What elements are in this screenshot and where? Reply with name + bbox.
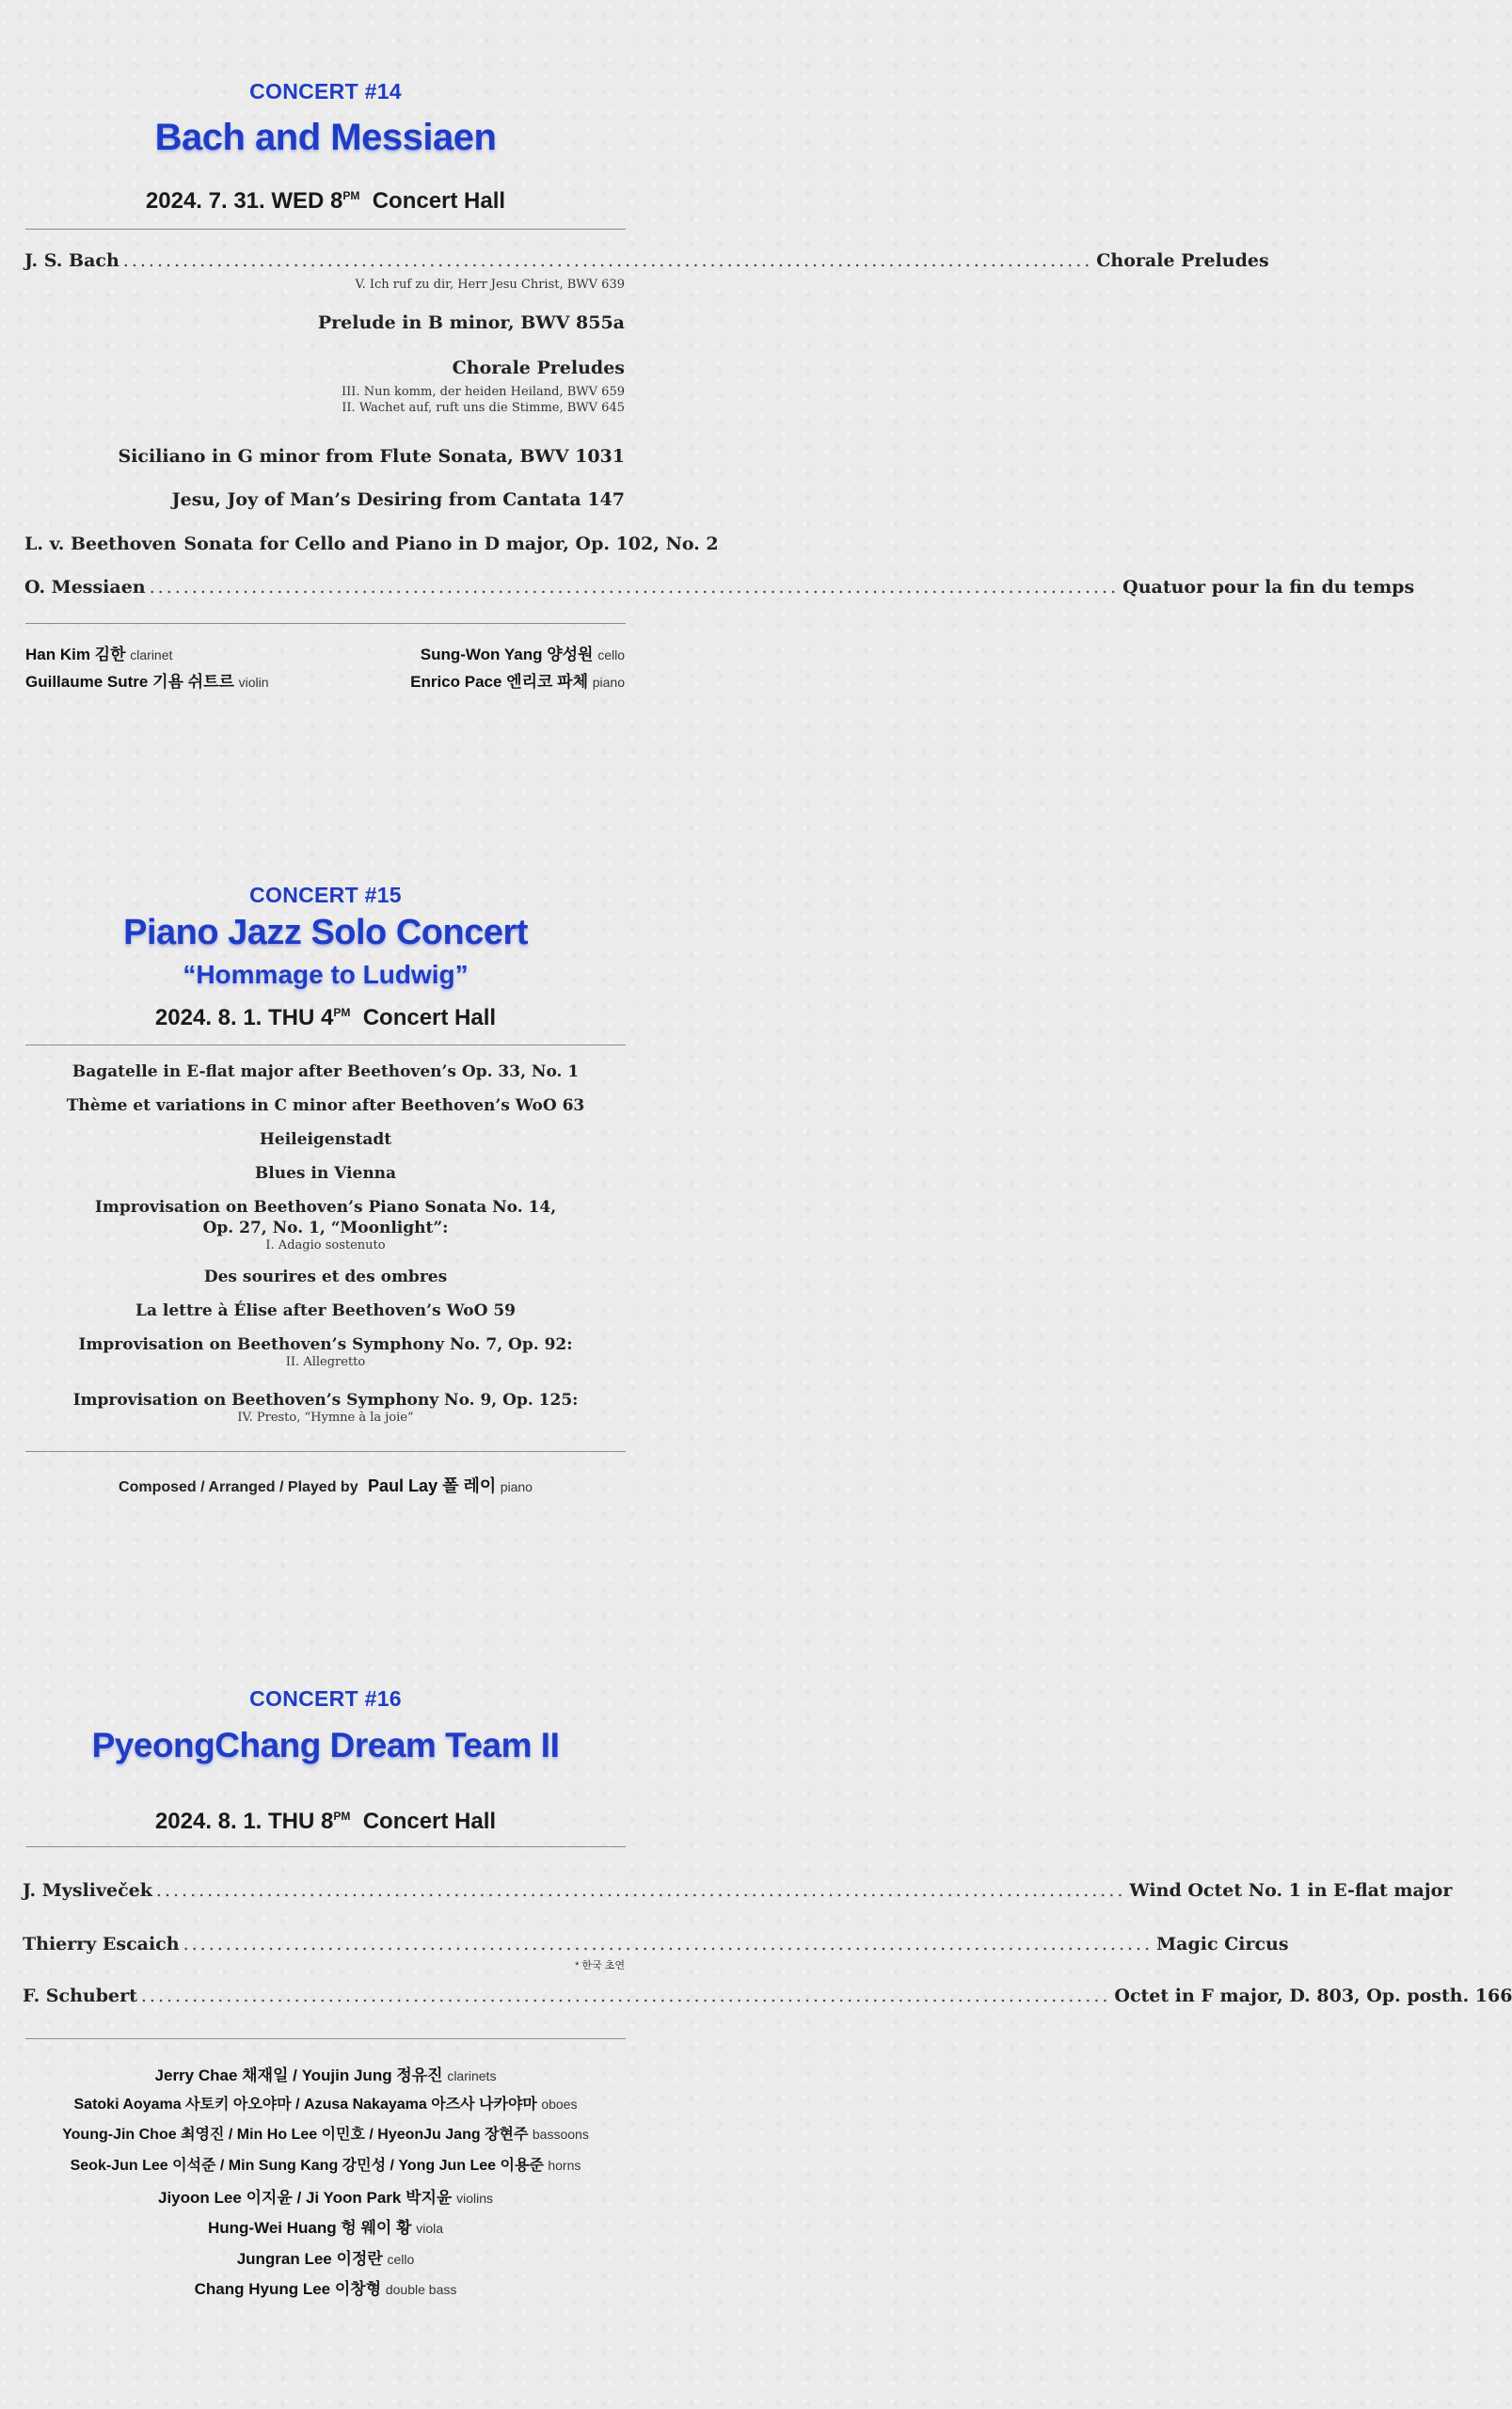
concert14-date: 2024. 7. 31. WED $8^{PM}$ Concert Hall (145, 188, 506, 214)
program-item: Thème et variations in C minor after Beethoven’s WoO 63 (66, 1096, 585, 1115)
program-row: F. Schubert .................................................................................................................. Octet in F major, D. 803, Op. posth. 166 (23, 1986, 1512, 2006)
premiere-note: * 한국 초연 (575, 1960, 625, 1971)
program-item: Bagatelle in E-flat major after Beethoven’s Op. 33, No. 1 (72, 1062, 580, 1081)
program-row-bach: J. S. Bach .................................................................................................................. Chorale Preludes (24, 250, 1269, 271)
performer: Sung-Won Yang 양성원 cello (420, 646, 625, 663)
ensemble-line: Chang Hyung Lee 이창형 double bass (194, 2280, 457, 2298)
concert14-title: Bach and Messiaen (154, 117, 497, 158)
ensemble-line: Jerry Chae 채재일 / Youjin Jung 정유진 clarinets (154, 2066, 497, 2084)
program-item: La lettre à Élise after Beethoven’s WoO 59 (135, 1301, 516, 1320)
divider (25, 1451, 626, 1452)
program-row: Thierry Escaich .................................................................................................................. Magic Circus (23, 1934, 1289, 1954)
program-item: Des sourires et des ombres (203, 1268, 448, 1286)
program-row-beethoven: L. v. Beethoven Sonata for Cello and Piano in D major, Op. 102, No. 2 (24, 534, 719, 554)
movement: III. Nun komm, der heiden Heiland, BWV 659 (342, 385, 625, 399)
concert16-date: 2024. 8. 1. THU $8^{PM}$ Concert Hall (154, 1809, 497, 1834)
ensemble-line: Seok-Jun Lee 이석준 / Min Sung Kang 강민성 / Yong Jun Lee 이용준 horns (70, 2158, 581, 2174)
ensemble-line: Satoki Aoyama 사토키 아오야마 / Azusa Nakayama 아즈사 나카야마 oboes (73, 2097, 578, 2113)
performer: Guillaume Sutre 기욤 쉬트르 violin (25, 673, 269, 691)
work-title: Jesu, Joy of Man’s Desiring from Cantata 147 (171, 489, 625, 510)
program-item: Improvisation on Beethoven’s Piano Sonata No. 14, Op. 27, No. 1, “Moonlight”: I. Adagio sostenuto (94, 1198, 557, 1252)
divider (25, 623, 626, 624)
divider (25, 229, 626, 230)
program-item: Heileigenstadt (259, 1130, 392, 1149)
performer: Enrico Pace 엔리코 파체 piano (410, 673, 625, 691)
work-title: Prelude in B minor, BWV 855a (317, 312, 625, 333)
work-title: Siciliano in G minor from Flute Sonata, BWV 1031 (118, 446, 625, 467)
divider (25, 1846, 626, 1847)
ensemble-line: Young-Jin Choe 최영진 / Min Ho Lee 이민호 / HyeonJu Jang 장현주 bassoons (62, 2127, 589, 2143)
work-title: Chorale Preludes (452, 358, 625, 378)
program-item: Improvisation on Beethoven’s Symphony No. 7, Op. 92: II. Allegretto (78, 1335, 573, 1369)
ensemble-line: Jungran Lee 이정란 cello (236, 2250, 415, 2268)
concert14-label: CONCERT #14 (249, 79, 402, 104)
ensemble-line: Hung-Wei Huang 헝 웨이 황 viola (207, 2219, 443, 2237)
movement: II. Wachet auf, ruft uns die Stimme, BWV 645 (342, 401, 625, 415)
concert15-label: CONCERT #15 (249, 883, 402, 907)
program-item: Improvisation on Beethoven’s Symphony No. 9, Op. 125: IV. Presto, “Hymne à la joie” (72, 1391, 579, 1425)
concert16-title: PyeongChang Dream Team II (91, 1726, 560, 1764)
concert15-date: 2024. 8. 1. THU $4^{PM}$ Concert Hall (154, 1005, 497, 1030)
program-item: Blues in Vienna (254, 1164, 397, 1183)
program-row-messiaen: O. Messiaen .................................................................................................................. Quatuor pour la fin du temps (24, 577, 1415, 598)
concert16-label: CONCERT #16 (249, 1686, 402, 1711)
movement: V. Ich ruf zu dir, Herr Jesu Christ, BWV 639 (355, 278, 625, 292)
program-row: J. Mysliveček .................................................................................................................. Wind Octet No. 1 in E-flat major (23, 1880, 1453, 1901)
concert15-subtitle: “Hommage to Ludwig” (183, 960, 469, 989)
concert15-title: Piano Jazz Solo Concert (123, 913, 528, 952)
performer: Han Kim 김한 clarinet (25, 646, 173, 663)
ensemble-line: Jiyoon Lee 이지윤 / Ji Yoon Park 박지윤 violins (157, 2189, 493, 2207)
performer-credit: Composed / Arranged / Played by Paul Lay 폴 레이 piano (119, 1476, 533, 1495)
divider (25, 2038, 626, 2039)
